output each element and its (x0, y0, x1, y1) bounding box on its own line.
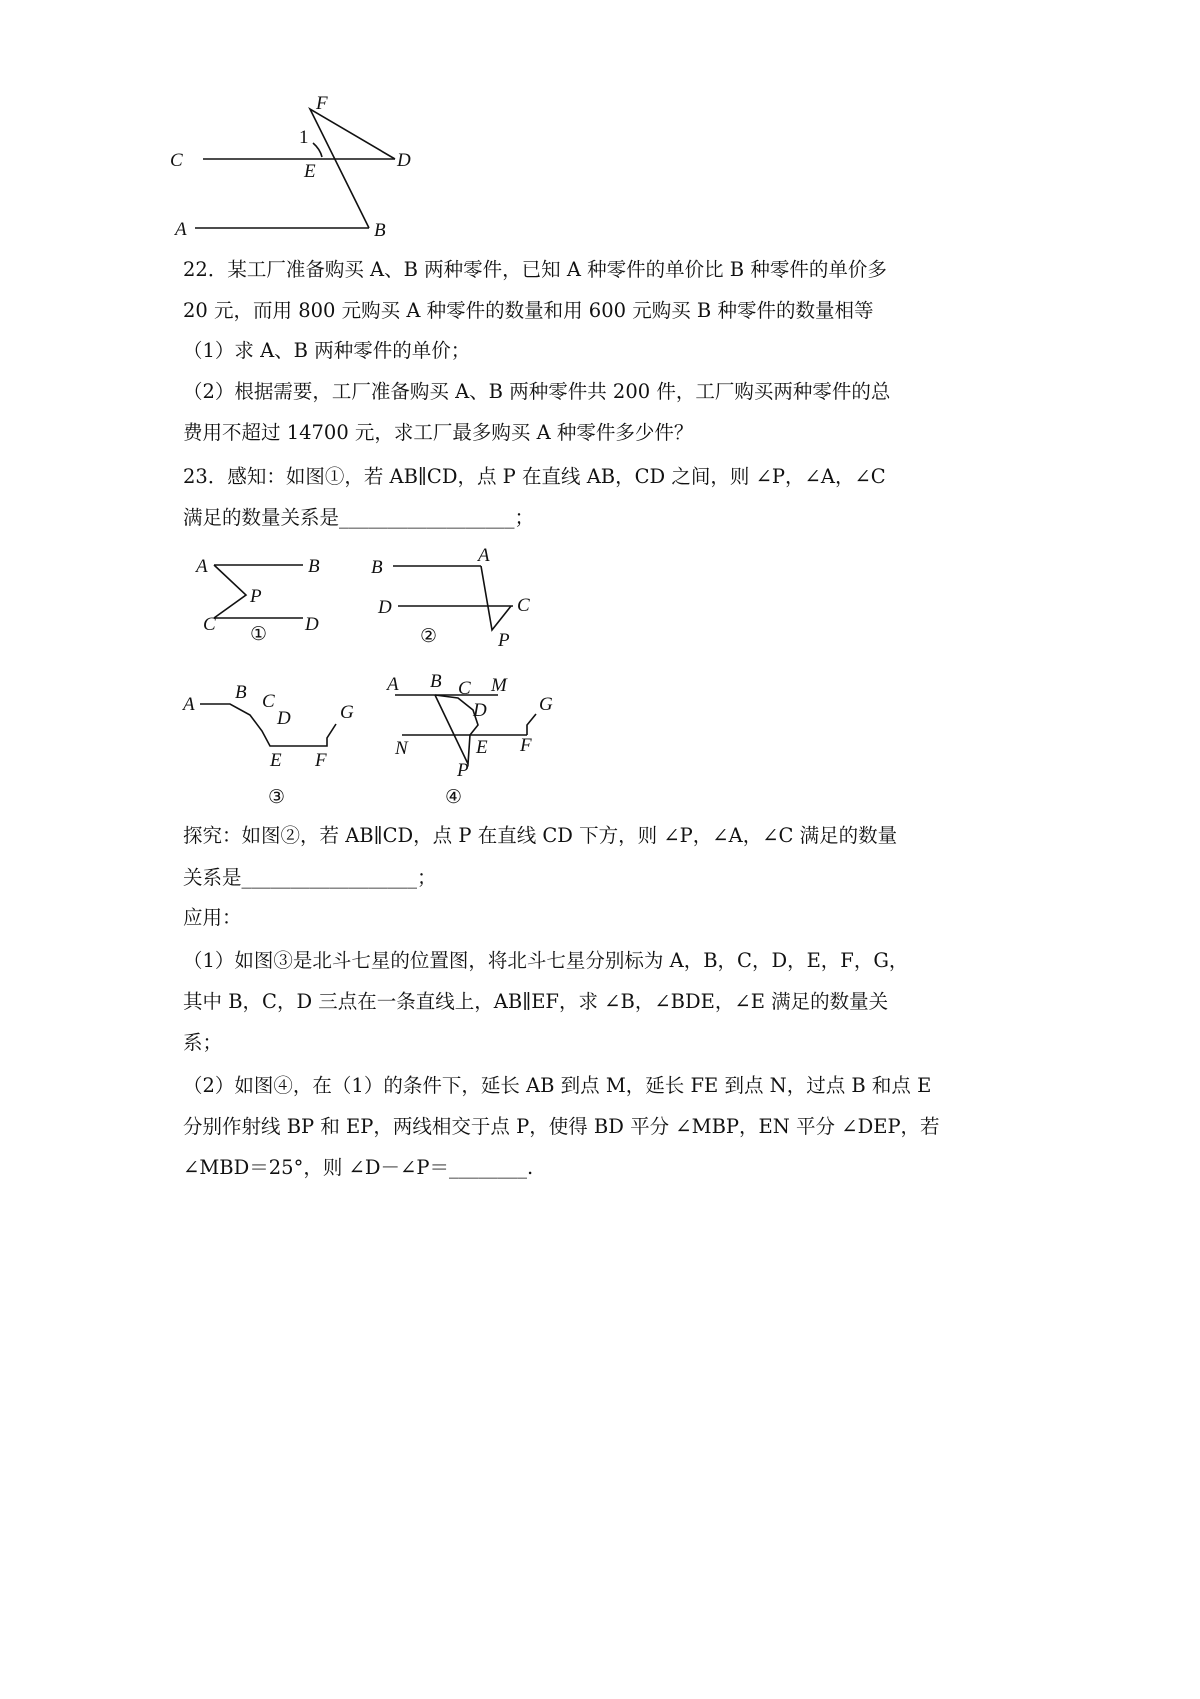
label-b: B (374, 220, 386, 241)
q23-line-2: 满足的数量关系是__________________； (183, 506, 535, 529)
figure-3-caption: ③ (268, 786, 286, 808)
figure-3-svg (180, 680, 360, 770)
label-m: M (491, 675, 507, 696)
label-a: A (387, 674, 399, 695)
q22-line-1: 22．某工厂准备购买 A、B 两种零件，已知 A 种零件的单价比 B 种零件的单价多 (183, 258, 887, 281)
label-f: F (520, 735, 532, 756)
line-bfd (310, 109, 395, 228)
figure-top (170, 95, 430, 245)
figure-1 (190, 550, 330, 635)
figure-2-caption: ② (420, 625, 438, 647)
label-b: B (308, 556, 320, 577)
label-n: N (395, 738, 408, 759)
q23-app1-line-2: 其中 B，C，D 三点在一条直线上，AB∥EF，求 ∠B，∠BDE，∠E 满足的数量关 (183, 990, 889, 1013)
label-a: A (196, 556, 208, 577)
label-d: D (473, 700, 487, 721)
q23-explore-2: 关系是__________________； (183, 866, 437, 889)
label-e: E (476, 737, 488, 758)
label-c: C (458, 678, 471, 699)
label-b: B (430, 671, 442, 692)
q23-line-1: 23．感知：如图①，若 AB∥CD，点 P 在直线 AB，CD 之间，则 ∠P，∠A，∠C (183, 465, 886, 488)
q22-line-2: 20 元，而用 800 元购买 A 种零件的数量和用 600 元购买 B 种零件的数量相等 (183, 299, 874, 322)
label-g: G (340, 702, 354, 723)
label-d: D (378, 597, 392, 618)
figure-2 (368, 545, 548, 658)
q22-line-4: （2）根据需要，工厂准备购买 A、B 两种零件共 200 件，工厂购买两种零件的总 (183, 380, 891, 403)
label-b: B (371, 557, 383, 578)
figure-2-svg (368, 545, 548, 658)
label-e: E (270, 750, 282, 771)
figure-4-caption: ④ (445, 786, 463, 808)
q22-line-3: （1）求 A、B 两种零件的单价； (183, 339, 471, 362)
line-fg (527, 714, 536, 735)
q23-app2-line-2: 分别作射线 BP 和 EP，两线相交于点 P，使得 BD 平分 ∠MBP，EN 平分 ∠DEP，若 (183, 1115, 940, 1138)
label-a: A (478, 545, 490, 566)
label-p: P (498, 630, 510, 651)
line-bcde (435, 695, 478, 735)
figure-1-svg (190, 550, 330, 635)
label-g: G (539, 694, 553, 715)
label-d: D (305, 614, 319, 635)
figure-1-caption: ① (250, 623, 268, 645)
label-f: F (315, 750, 327, 771)
label-p: P (250, 586, 262, 607)
angle-1-arc (313, 143, 322, 157)
label-d: D (277, 708, 291, 729)
figure-4-svg (380, 670, 560, 780)
label-p: P (457, 760, 469, 781)
line-apc (214, 565, 246, 618)
label-c: C (170, 150, 183, 171)
label-a: A (175, 219, 187, 240)
q23-app2-line-3: ∠MBD＝25°，则 ∠D－∠P＝________. (183, 1156, 534, 1179)
figure-top-svg (170, 95, 430, 245)
label-e: E (304, 161, 316, 182)
label-b: B (235, 682, 247, 703)
label-f: F (316, 93, 328, 114)
label-c: C (203, 614, 216, 635)
figure-3 (180, 680, 360, 770)
label-d: D (397, 150, 411, 171)
line-apc (481, 566, 511, 630)
q23-app1-line-3: 系； (183, 1031, 223, 1054)
q23-explore-1: 探究：如图②，若 AB∥CD，点 P 在直线 CD 下方，则 ∠P，∠A，∠C 满足的数量 (183, 824, 898, 847)
q23-apply: 应用： (183, 906, 242, 929)
line-bpe (435, 695, 470, 764)
q23-app1-line-1: （1）如图③是北斗七星的位置图，将北斗七星分别标为 A，B，C，D，E，F，G， (183, 949, 909, 972)
figure-4 (380, 670, 560, 780)
q22-line-5: 费用不超过 14700 元，求工厂最多购买 A 种零件多少件？ (183, 421, 694, 444)
label-a: A (183, 694, 195, 715)
label-1: 1 (299, 127, 309, 148)
label-c: C (517, 595, 530, 616)
q23-app2-line-1: （2）如图④，在（1）的条件下，延长 AB 到点 M，延长 FE 到点 N，过点 B 和点 E (183, 1074, 932, 1097)
label-c: C (262, 691, 275, 712)
